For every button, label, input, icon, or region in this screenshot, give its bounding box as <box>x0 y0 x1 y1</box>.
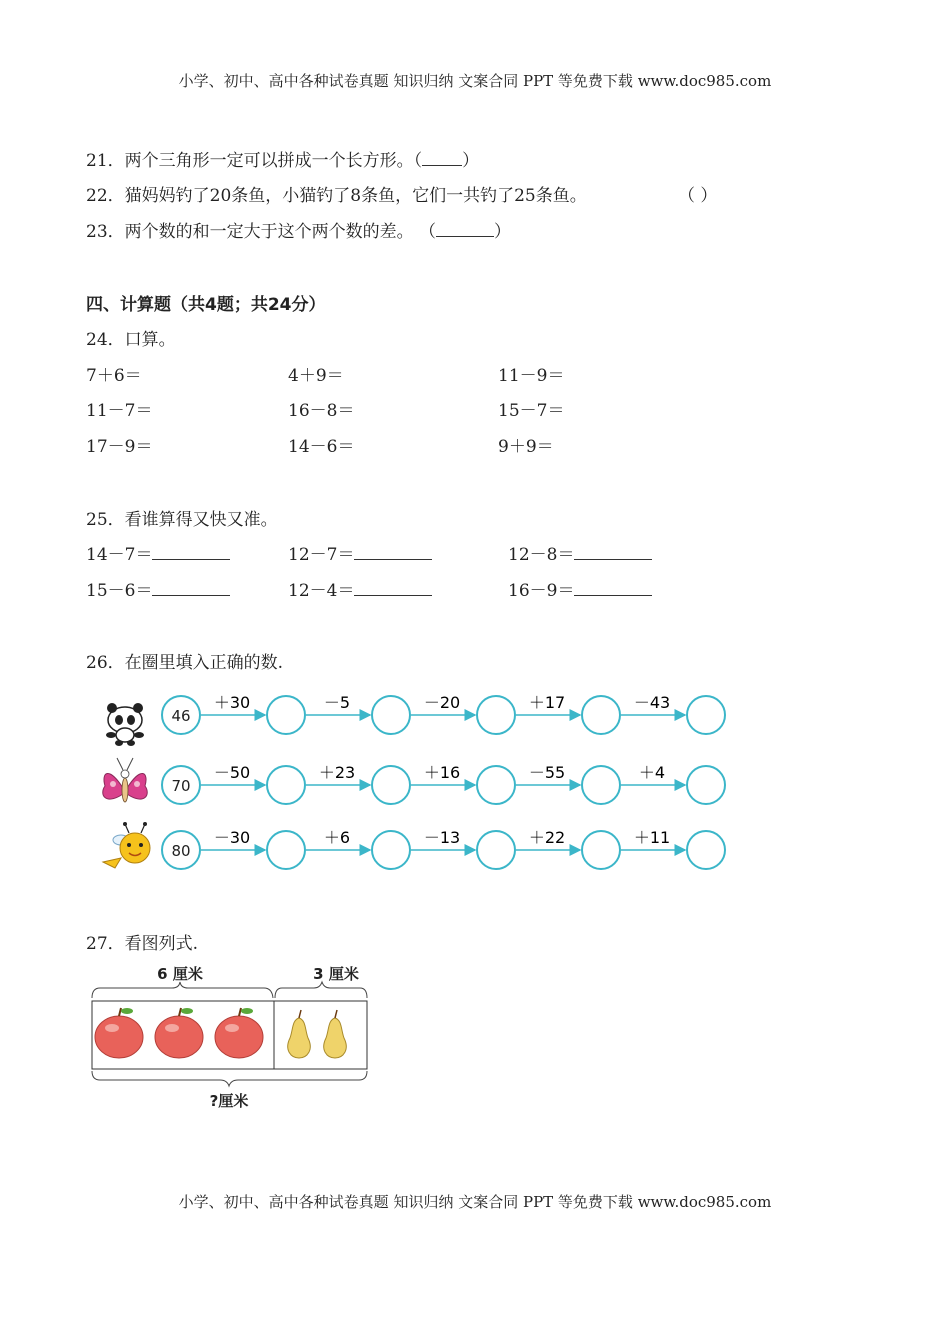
q25-r1c1-blank[interactable] <box>152 545 230 560</box>
op-label: ＋17 <box>528 693 566 712</box>
op-label: －50 <box>213 763 251 782</box>
right-length-label: 3 厘米 <box>313 965 359 983</box>
q24-r3c1: 17－9＝ <box>86 437 153 457</box>
q25-r1c3 <box>508 540 652 565</box>
op-label: －13 <box>423 828 461 847</box>
left-brace <box>92 982 273 998</box>
answer-circle[interactable] <box>477 696 515 734</box>
q25-r2c2-blank[interactable] <box>354 581 432 596</box>
page-footer: 小学、初中、高中各种试卷真题 知识归纳 文案合同 PPT 等免费下载 www.doc985.com <box>178 1193 772 1211</box>
question-27-label: 27．看图列式. <box>86 934 199 954</box>
start-number: 46 <box>171 707 191 725</box>
answer-circle[interactable] <box>687 766 725 804</box>
right-brace <box>275 982 367 998</box>
question-23-close: ） <box>494 222 512 242</box>
answer-circle[interactable] <box>267 831 305 869</box>
q25-r1c2-expr: 12－7＝ <box>288 545 355 565</box>
op-label: ＋11 <box>633 828 671 847</box>
q25-r2c2-expr: 12－4＝ <box>288 581 355 601</box>
question-21-text: 21．两个三角形一定可以拼成一个长方形。（ <box>86 151 423 171</box>
answer-circle[interactable] <box>372 766 410 804</box>
op-label: －43 <box>633 693 671 712</box>
answer-circle[interactable] <box>687 831 725 869</box>
op-label: ＋23 <box>318 763 356 782</box>
op-label: ＋30 <box>213 693 251 712</box>
answer-paren-22[interactable]: （ ） <box>678 186 718 206</box>
q25-r1c1-expr: 14－7＝ <box>86 545 153 565</box>
question-24-label: 24．口算。 <box>86 330 176 350</box>
answer-circle[interactable] <box>372 696 410 734</box>
q24-r2c3: 15－7＝ <box>498 401 565 421</box>
answer-blank-21[interactable] <box>422 151 462 166</box>
chain-row-1 <box>162 693 725 734</box>
fruit-length-figure <box>86 958 376 1118</box>
q24-r3c2: 14－6＝ <box>288 437 355 457</box>
q25-r1c1 <box>86 540 230 565</box>
op-label: ＋16 <box>423 763 461 782</box>
section-title: 四、计算题（共4题；共24分） <box>86 295 326 315</box>
question-25-label: 25．看谁算得又快又准。 <box>86 510 278 530</box>
question-22 <box>86 181 587 206</box>
answer-blank-23[interactable] <box>436 222 494 237</box>
butterfly-icon <box>103 758 148 802</box>
answer-circle[interactable] <box>582 766 620 804</box>
total-length-label: ?厘米 <box>209 1092 249 1110</box>
question-23 <box>86 217 511 242</box>
answer-circle[interactable] <box>582 696 620 734</box>
op-label: －55 <box>528 763 566 782</box>
panda-icon <box>106 703 144 746</box>
question-21-close: ） <box>462 151 480 171</box>
chain-row-3 <box>162 828 725 869</box>
answer-circle[interactable] <box>267 696 305 734</box>
chain-row-2 <box>162 763 725 804</box>
q25-r1c2 <box>288 540 432 565</box>
q25-r2c1-expr: 15－6＝ <box>86 581 153 601</box>
page-header: 小学、初中、高中各种试卷真题 知识归纳 文案合同 PPT 等免费下载 www.doc985.com <box>178 72 772 90</box>
question-22-text: 22．猫妈妈钓了20条鱼，小猫钓了8条鱼，它们一共钓了25条鱼。 <box>86 186 587 206</box>
answer-circle[interactable] <box>582 831 620 869</box>
q25-r2c1 <box>86 576 230 601</box>
op-label: －30 <box>213 828 251 847</box>
q25-r1c3-expr: 12－8＝ <box>508 545 575 565</box>
number-chain-figure <box>95 680 735 885</box>
q24-r2c1: 11－7＝ <box>86 401 153 421</box>
q24-r1c1: 7＋6＝ <box>86 366 142 386</box>
start-number: 70 <box>171 777 191 795</box>
question-26-label: 26．在圈里填入正确的数. <box>86 653 284 673</box>
q25-r2c3 <box>508 576 652 601</box>
bee-icon <box>103 822 150 868</box>
q25-r2c3-expr: 16－9＝ <box>508 581 575 601</box>
answer-circle[interactable] <box>267 766 305 804</box>
answer-circle[interactable] <box>372 831 410 869</box>
q25-r2c1-blank[interactable] <box>152 581 230 596</box>
start-number: 80 <box>171 842 191 860</box>
left-length-label: 6 厘米 <box>157 965 203 983</box>
q24-r2c2: 16－8＝ <box>288 401 355 421</box>
question-21 <box>86 146 479 171</box>
q24-r1c3: 11－9＝ <box>498 366 565 386</box>
op-label: ＋4 <box>638 763 666 782</box>
op-label: ＋22 <box>528 828 566 847</box>
answer-circle[interactable] <box>687 696 725 734</box>
answer-circle[interactable] <box>477 766 515 804</box>
q25-r2c2 <box>288 576 432 601</box>
op-label: ＋6 <box>323 828 351 847</box>
q25-r2c3-blank[interactable] <box>574 581 652 596</box>
op-label: －5 <box>323 693 351 712</box>
op-label: －20 <box>423 693 461 712</box>
question-23-text: 23．两个数的和一定大于这个两个数的差。 （ <box>86 222 437 242</box>
q24-r3c3: 9＋9＝ <box>498 437 554 457</box>
q25-r1c3-blank[interactable] <box>574 545 652 560</box>
bottom-brace <box>92 1071 367 1086</box>
answer-circle[interactable] <box>477 831 515 869</box>
q24-r1c2: 4＋9＝ <box>288 366 344 386</box>
q25-r1c2-blank[interactable] <box>354 545 432 560</box>
